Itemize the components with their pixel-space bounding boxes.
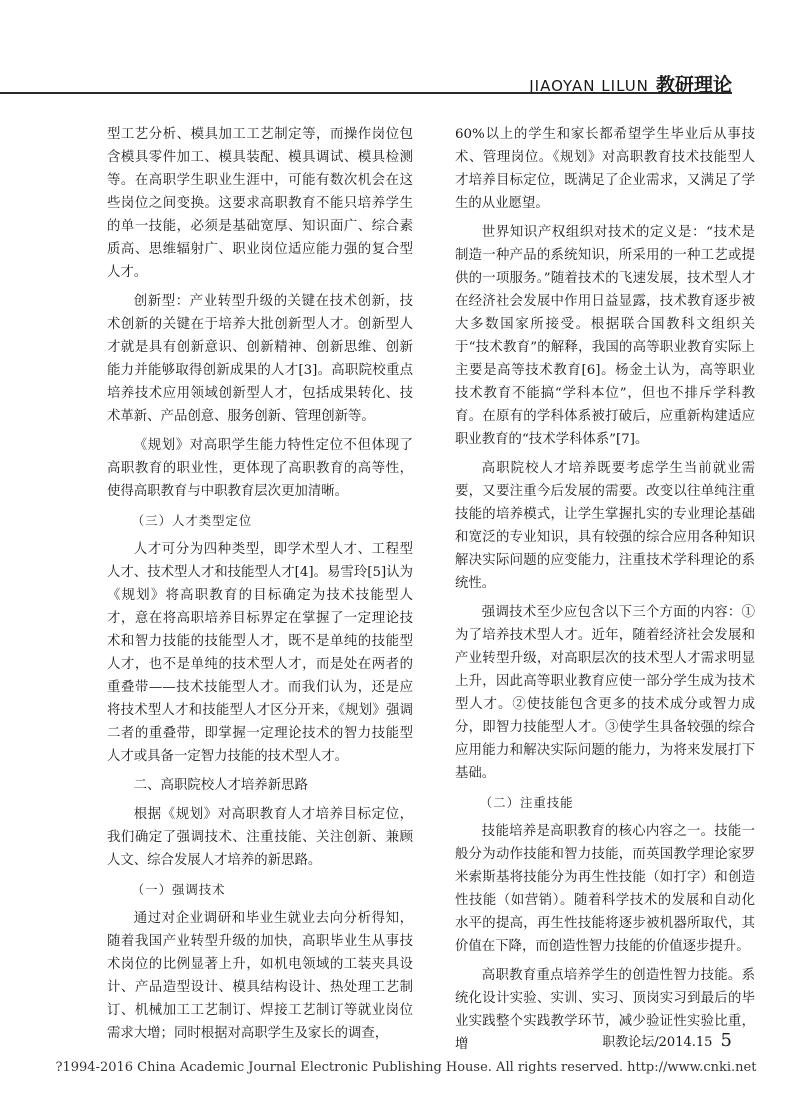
paragraph: 强调技术至少应包含以下三个方面的内容：①为了培养技术型人才。近年，随着经济社会发展和产业转型升级，对高职层次的技术型人才需求明显上升，因此高等职业教育应使一部分学生成为技术型人才。②使技能包含更多的技术成分或智力成分，即智力技能型人才。③使学生具备较强的综合应用能力和解决实际问题的能力，为将来发展打下基础。 xyxy=(455,605,755,781)
section-heading: （二）注重技能 xyxy=(479,795,574,810)
section-heading: 二、高职院校人才培养新思路 xyxy=(133,778,308,793)
left-column xyxy=(107,123,413,1045)
paragraph: 《规划》对高职学生能力特性定位不但体现了高职教育的职业性，更体现了高职教育的高等性，使得高职教育与中职教育层次更加清晰。 xyxy=(107,438,413,499)
copyright-line: ?1994-2016 China Academic Journal Electronic Publishing House. All rights reserved. http://www.cnki.net xyxy=(55,1060,757,1075)
page-footer xyxy=(602,1030,732,1051)
section-heading: （三）人才类型定位 xyxy=(131,513,253,528)
paragraph: 创新型：产业转型升级的关键在技术创新，技术创新的关键在于培养大批创新型人才。创新型人才就是具有创新意识、创新精神、创新思维、创新能力并能够取得创新成果的人才[3]。高职院校重点培养技术应用领域创新型人才，包括成果转化、技术革新、产品创意、服务创新、管理创新等。 xyxy=(107,294,413,424)
running-header xyxy=(0,64,812,94)
paragraph: 根据《规划》对高职教育人才培养目标定位，我们确定了强调技术、注重技能、关注创新、兼顾人文、综合发展人才培养的新思路。 xyxy=(107,807,413,868)
right-column xyxy=(455,123,755,1056)
paragraph: 世界知识产权组织对技术的定义是：“技术是制造一种产品的系统知识，所采用的一种工艺或提供的一项服务。”随着技术的飞速发展，技术型人才在经济社会发展中作用日益显露，技术教育逐步被大多数国家所接受。根据联合国教科文组织关于“技术教育”的解释，我国的高等职业教育实际上主要是高等技术教育[6]。杨金土认为，高等职业技术教育不能搞“学科本位”，但也不排斥学科教育。在原有的学科体系被打破后，应重新构建适应职业教育的“技术学科体系”[7]。 xyxy=(455,225,755,447)
header-zh: 教研理论 xyxy=(655,74,732,96)
paragraph: 高职院校人才培养既要考虑学生当前就业需要，又要注重今后发展的需要。改变以往单纯注重技能的培养模式，让学生掌握扎实的专业理论基础和宽泛的专业知识，具有较强的综合应用各种知识解决实际问题的应变能力，注重技术学科理论的系统性。 xyxy=(455,461,755,591)
paragraph: 通过对企业调研和毕业生就业去向分析得知，随着我国产业转型升级的加快，高职毕业生从事技术岗位的比例显著上升，如机电领域的工装夹具设计、产品造型设计、模具结构设计、热处理工艺制订、机械加工工艺制订、焊接工艺制订等就业岗位需求大增；同时根据对高职学生及家长的调查， xyxy=(107,911,413,1041)
journal-issue: 职教论坛/2014.15 xyxy=(602,1035,713,1050)
section-heading: （一）强调技术 xyxy=(131,882,226,897)
paragraph: 型工艺分析、模具加工工艺制定等，而操作岗位包含模具零件加工、模具装配、模具调试、模具检测等。在高职学生职业生涯中，可能有数次机会在这些岗位之间变换。这要求高职教育不能只培养学生的单一技能，必须是基础宽厚、知识面广、综合素质高、思维辐射广、职业岗位适应能力强的复合型人才。 xyxy=(107,127,413,280)
paragraph: 高职教育重点培养学生的创造性智力技能。系统化设计实验、实训、实习、顶岗实习到最后的毕业实践整个实践教学环节，减少验证性实验比重，增 xyxy=(455,968,755,1052)
header-rule xyxy=(0,92,732,94)
paragraph: 60%以上的学生和家长都希望学生毕业后从事技术、管理岗位。《规划》对高职教育技术技能型人才培养目标定位，既满足了企业需求，又满足了学生的从业愿望。 xyxy=(455,127,755,211)
header-latin: JIAOYAN LILUN xyxy=(529,77,649,95)
page-number: 5 xyxy=(720,1030,732,1051)
paragraph: 人才可分为四种类型，即学术型人才、工程型人才、技术型人才和技能型人才[4]。易雪玲[5]认为《规划》将高职教育的目标确定为技术技能型人才，意在将高职培养目标界定在掌握了一定理论技术和智力技能的技能型人才，既不是单纯的技能型人才，也不是单纯的技术型人才，而是处在两者的重叠带——技术技能型人才。而我们认为，还是应将技术型人才和技能型人才区分开来，《规划》强调二者的重叠带，即掌握一定理论技术的智力技能型人才或具备一定智力技能的技术型人才。 xyxy=(107,542,413,764)
paragraph: 技能培养是高职教育的核心内容之一。技能一般分为动作技能和智力技能，而英国教学理论家罗米索斯基将技能分为再生性技能（如打字）和创造性技能（如营销）。随着科学技术的发展和自动化水平的提高，再生性技能将逐步被机器所取代，其价值在下降，而创造性智力技能的价值逐步提升。 xyxy=(455,824,755,954)
